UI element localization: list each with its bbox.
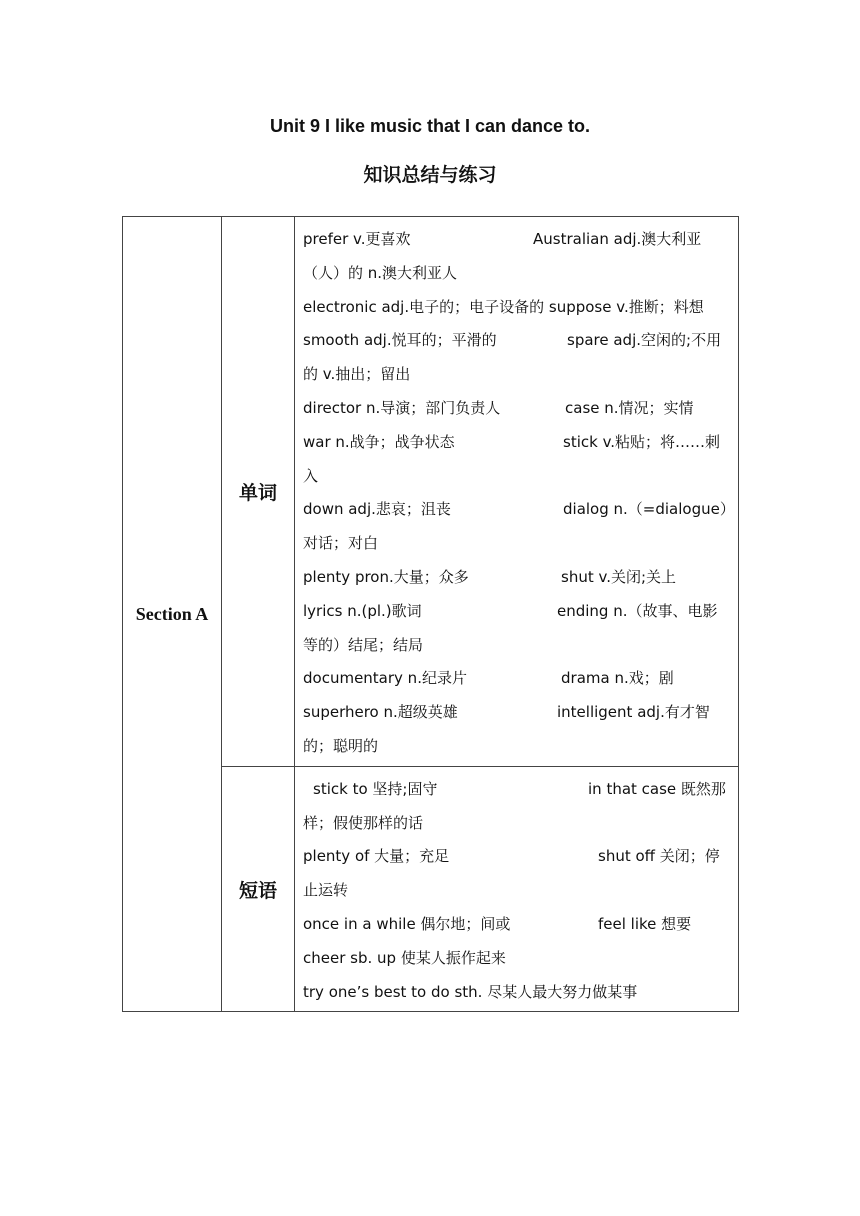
words-line: [303, 730, 732, 764]
words-entry-right: intelligent adj.有才智: [557, 703, 710, 722]
words-line: [303, 426, 732, 460]
phrases-line: [303, 874, 732, 908]
phrases-label: 短语: [238, 879, 277, 902]
words-line: [303, 392, 732, 426]
words-entry-left: smooth adj.悦耳的；平滑的: [303, 331, 497, 350]
words-entry-right: drama n.戏；剧: [561, 669, 674, 688]
phrases-entry-left: stick to 坚持;固守: [313, 779, 438, 798]
phrases-content: [295, 766, 739, 1012]
words-entry-left: war n.战争；战争状态: [303, 432, 455, 451]
words-entry-left: documentary n.纪录片: [303, 669, 467, 688]
words-content: [295, 217, 739, 767]
words-entry-right: spare adj.空闲的;不用: [567, 331, 722, 350]
words-line: [303, 460, 732, 494]
words-entry-right: Australian adj.澳大利亚: [533, 230, 702, 248]
phrases-line: [303, 840, 732, 874]
words-line: [303, 223, 732, 257]
words-entry-left: down adj.悲哀；沮丧: [303, 500, 451, 519]
phrases-line: [303, 908, 732, 942]
section-label: Section A: [135, 603, 209, 624]
words-list: [303, 223, 735, 764]
words-entry-left: lyrics n.(pl.)歌词: [303, 601, 422, 620]
phrases-entry-left: cheer sb. up 使某人振作起来: [303, 948, 506, 967]
words-line: [303, 493, 735, 527]
words-line: [303, 291, 732, 325]
words-entry-right: shut v.关闭;关上: [561, 567, 677, 586]
phrases-list: [303, 773, 732, 1010]
phrases-entry-left: plenty of 大量；充足: [303, 847, 450, 866]
phrases-line: [303, 942, 732, 976]
words-entry-left: 入: [303, 466, 319, 485]
vocabulary-table: [122, 216, 739, 1012]
words-category-cell: [222, 217, 295, 767]
words-entry-left: 等的）结尾；结局: [303, 635, 424, 654]
words-entry-left: 对话；对白: [303, 534, 379, 553]
phrases-category-cell: [222, 766, 295, 1012]
phrases-entry-left: 止运转: [303, 881, 349, 900]
words-line: [303, 595, 732, 629]
phrases-entry-left: 样；假使那样的话: [303, 813, 424, 832]
words-entry-left: prefer v.更喜欢: [303, 230, 411, 248]
words-line: [303, 662, 732, 696]
words-entry-left: plenty pron.大量；众多: [303, 567, 469, 586]
words-entry-left: electronic adj.电子的；电子设备的 suppose v.推断；料想: [303, 297, 704, 316]
words-entry-right: stick v.粘贴；将……刺: [563, 432, 721, 451]
words-entry-right: ending n.（故事、电影: [557, 601, 718, 620]
words-line: [303, 527, 732, 561]
words-entry-left: 的 v.抽出；留出: [303, 365, 411, 384]
words-entry-right: dialog n.（=dialogue）: [563, 500, 735, 519]
phrases-entry-right: in that case 既然那: [588, 779, 726, 798]
words-line: [303, 324, 732, 358]
words-entry-left: （人）的 n.澳大利亚人: [303, 263, 458, 282]
document-title: Unit 9 I like music that I can dance to.: [269, 116, 591, 136]
words-line: [303, 696, 732, 730]
phrases-line: [303, 976, 732, 1010]
words-line: [303, 257, 732, 291]
words-line: [303, 629, 732, 663]
words-label: 单词: [238, 481, 277, 504]
phrases-entry-right: feel like 想要: [598, 914, 692, 933]
phrases-entry-right: shut off 关闭；停: [598, 847, 720, 866]
document-subtitle: 知识总结与练习: [363, 165, 497, 186]
phrases-entry-left: once in a while 偶尔地；间或: [303, 914, 511, 933]
words-line: [303, 358, 732, 392]
section-cell: [123, 217, 222, 1012]
phrases-line: [303, 773, 732, 807]
phrases-entry-left: try one’s best to do sth. 尽某人最大努力做某事: [303, 982, 638, 1001]
phrases-line: [303, 807, 732, 841]
words-entry-right: case n.情况；实情: [565, 398, 694, 417]
words-entry-left: director n.导演；部门负责人: [303, 398, 501, 417]
words-entry-left: 的；聪明的: [303, 736, 379, 755]
words-entry-left: superhero n.超级英雄: [303, 703, 458, 722]
words-line: [303, 561, 732, 595]
